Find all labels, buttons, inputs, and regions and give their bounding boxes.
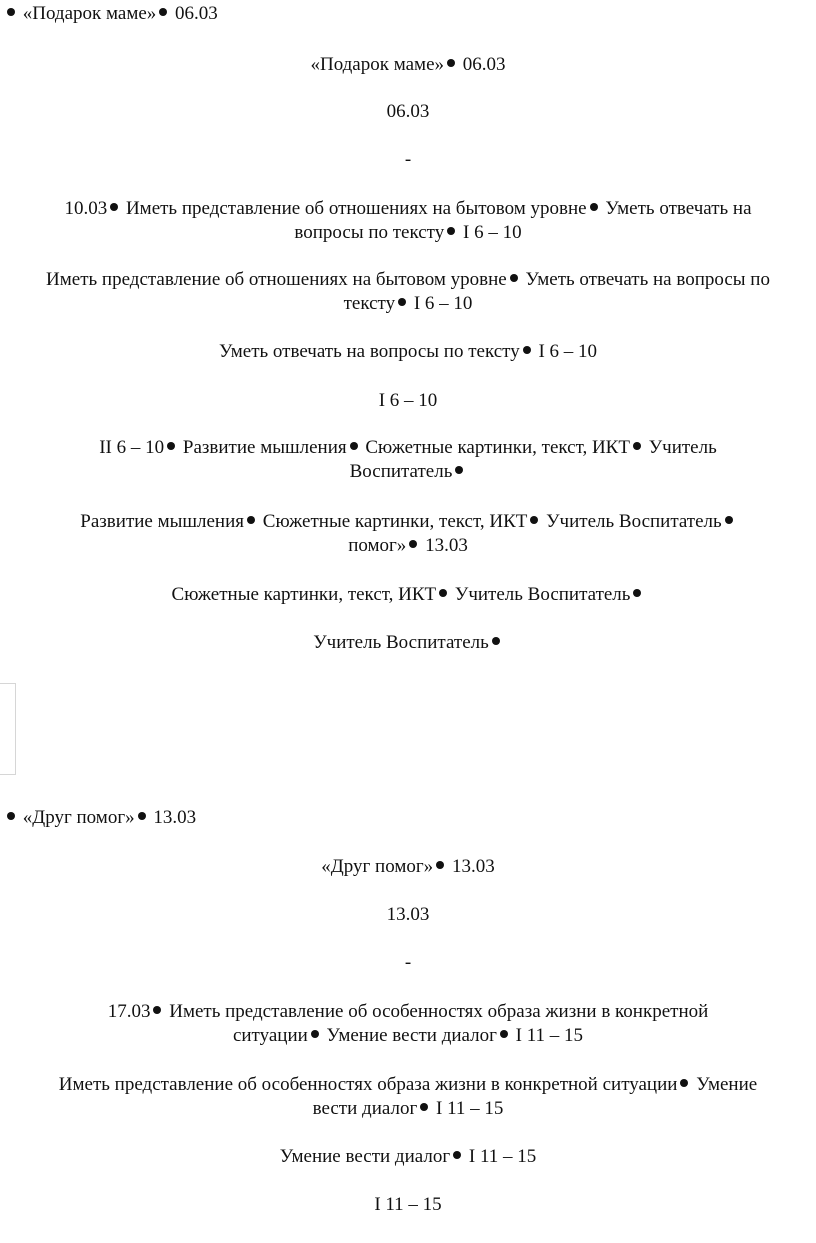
s2-line-4b (0, 1024, 816, 1048)
text-title: «Друг помог» (321, 856, 434, 877)
s1-line-1 (0, 53, 816, 77)
s1-line-8a (0, 436, 816, 460)
text-teacher: Учитель (648, 437, 717, 458)
text-skill: Уметь отвечать на вопросы по тексту (218, 341, 520, 362)
bullet-icon (680, 1079, 688, 1087)
s1-line-9a (0, 510, 816, 534)
bullet-icon (455, 466, 463, 474)
page-edge-tab (0, 683, 16, 775)
bullet-icon (633, 589, 641, 597)
text-materials: Сюжетные картинки, текст, ИКТ (365, 437, 630, 458)
bullet-icon (510, 274, 518, 282)
text-skill: Уметь отвечать на (605, 198, 752, 219)
bullet-icon (7, 8, 15, 16)
bullet-icon (439, 589, 447, 597)
bullet-icon (523, 346, 531, 354)
text-goal-cont: ситуации (232, 1025, 308, 1046)
heading-date: 06.03 (175, 3, 218, 24)
bullet-icon (500, 1030, 508, 1038)
text-range: I 11 – 15 (515, 1025, 584, 1046)
bullet-icon (492, 637, 500, 645)
text-range: I 6 – 10 (538, 341, 598, 362)
text-range: I 6 – 10 (463, 222, 522, 243)
bullet-icon (436, 861, 444, 869)
heading-title: «Подарок маме» (22, 3, 157, 24)
bullet-icon (409, 540, 417, 548)
bullet-icon (138, 812, 146, 820)
section2-heading (4, 806, 816, 830)
text-date: 13.03 (451, 856, 495, 877)
text-title-fragment: помог» (348, 535, 407, 556)
text-staff: Учитель Воспитатель (454, 584, 631, 605)
text-date: 06.03 (462, 54, 506, 75)
bullet-icon (420, 1103, 428, 1111)
s1-line-6 (0, 340, 816, 364)
text-range: II 6 – 10 (99, 437, 165, 458)
s1-line-2: 06.03 (386, 101, 430, 122)
text-skill: Уметь отвечать на вопросы по (525, 269, 770, 290)
s2-line-6 (0, 1145, 816, 1169)
text-goal: Развитие мышления (182, 437, 347, 458)
text-skill-cont: вопросы по тексту (294, 222, 445, 243)
s1-line-4b (0, 221, 816, 245)
s2-line-2: 13.03 (386, 904, 430, 925)
s1-line-9b (0, 534, 816, 558)
text-range: I 11 – 15 (436, 1098, 504, 1119)
s1-line-4a (0, 197, 816, 221)
bullet-icon (447, 59, 455, 67)
s1-line-7: I 6 – 10 (378, 390, 438, 411)
bullet-icon (311, 1030, 319, 1038)
text-date: 10.03 (64, 198, 108, 219)
text-materials: Сюжетные картинки, текст, ИКТ (171, 584, 437, 605)
bullet-icon (530, 516, 538, 524)
s1-line-3: - (404, 149, 412, 170)
bullet-icon (447, 227, 455, 235)
text-skill: Умение (696, 1074, 758, 1095)
s2-line-7: I 11 – 15 (374, 1194, 442, 1215)
bullet-icon (110, 203, 118, 211)
s1-line-11 (0, 631, 816, 655)
text-skill: Умение вести диалог (279, 1146, 451, 1167)
heading-date: 13.03 (153, 807, 197, 828)
text-goal: Иметь представление об отношениях на бытовом уровне (125, 198, 587, 219)
s1-line-5b (0, 292, 816, 316)
text-date: 17.03 (107, 1001, 151, 1022)
text-date: 13.03 (425, 535, 468, 556)
text-goal: Иметь представление об особенностях образа жизни в конкретной (169, 1001, 709, 1022)
text-materials: Сюжетные картинки, текст, ИКТ (262, 511, 528, 532)
text-educator: Воспитатель (349, 461, 453, 482)
text-range: I 6 – 10 (413, 293, 473, 314)
bullet-icon (159, 8, 167, 16)
text-range: I 11 – 15 (468, 1146, 537, 1167)
s2-line-1 (0, 855, 816, 879)
bullet-icon (167, 442, 175, 450)
bullet-icon (398, 298, 406, 306)
text-staff: Учитель Воспитатель (313, 632, 489, 653)
s1-line-10 (0, 583, 816, 607)
bullet-icon (590, 203, 598, 211)
section1-heading (4, 2, 816, 26)
text-goal: Иметь представление об особенностях образа жизни в конкретной ситуации (58, 1074, 678, 1095)
s2-line-5a (0, 1073, 816, 1097)
s2-line-3: - (404, 952, 412, 973)
text-skill-cont: вести диалог (312, 1098, 418, 1119)
s1-line-5a (0, 268, 816, 292)
s1-line-8b (0, 460, 816, 484)
bullet-icon (725, 516, 733, 524)
bullet-icon (453, 1151, 461, 1159)
bullet-icon (633, 442, 641, 450)
bullet-icon (350, 442, 358, 450)
bullet-icon (7, 812, 15, 820)
text-goal: Развитие мышления (80, 511, 245, 532)
text-title: «Подарок маме» (310, 54, 445, 75)
text-skill-cont: тексту (343, 293, 396, 314)
bullet-icon (153, 1006, 161, 1014)
text-skill: Умение вести диалог (326, 1025, 497, 1046)
heading-title: «Друг помог» (22, 807, 135, 828)
s2-line-4a (0, 1000, 816, 1024)
s2-line-5b (0, 1097, 816, 1121)
text-staff: Учитель Воспитатель (546, 511, 722, 532)
bullet-icon (247, 516, 255, 524)
text-goal: Иметь представление об отношениях на бытовом уровне (46, 269, 507, 290)
